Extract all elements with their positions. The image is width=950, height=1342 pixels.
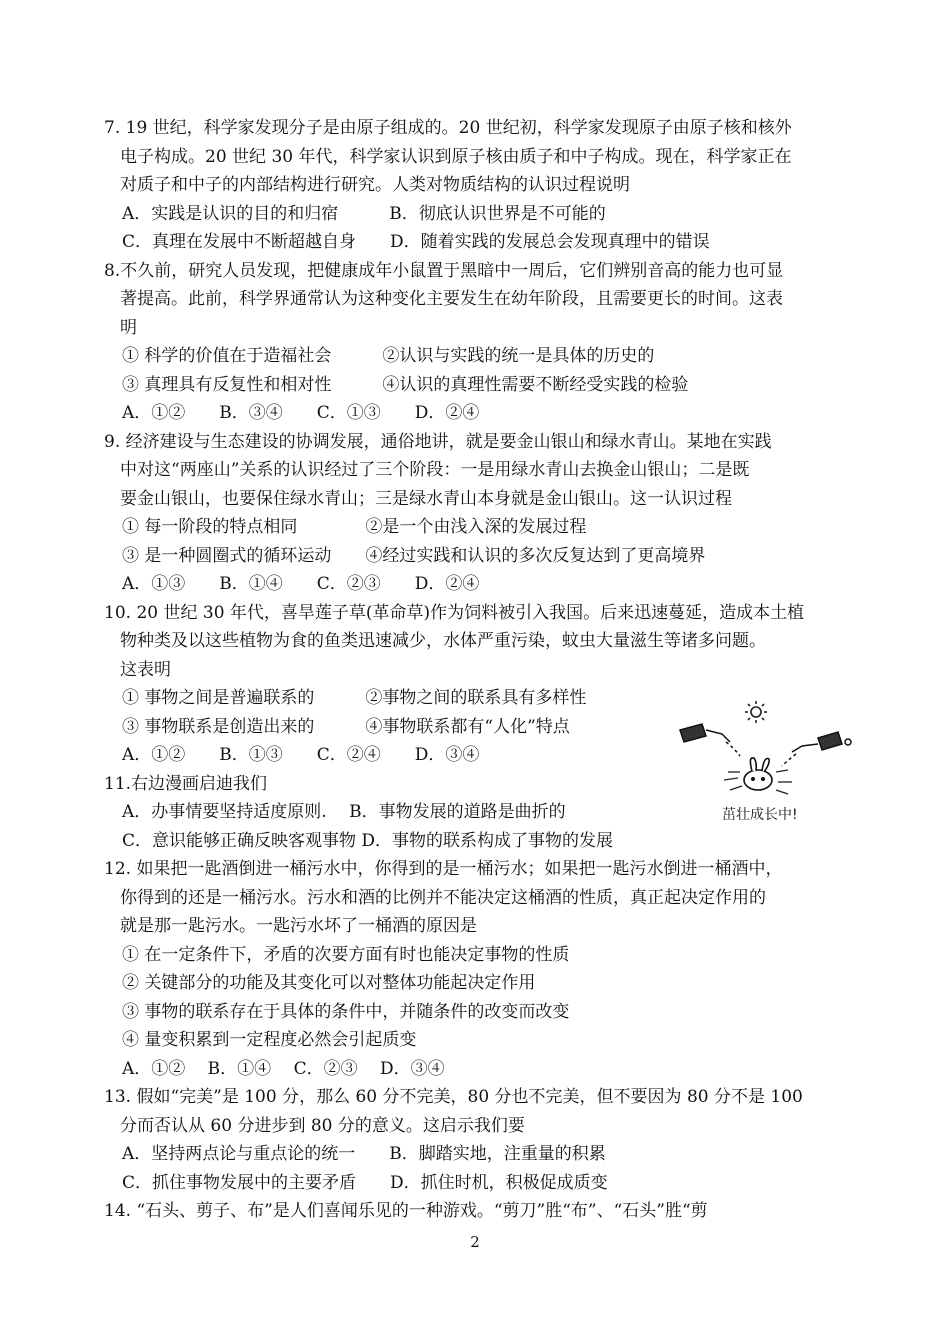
question-stem-continuation: 要金山银山，也要保住绿水青山；三是绿水青山本身就是金山银山。这一认识过程: [120, 488, 732, 509]
answer-option-line: A．①② B．①④ C．②③ D．③④: [122, 1058, 445, 1079]
sprout-cartoon-icon: [678, 698, 858, 808]
answer-option-line: ④ 量变积累到一定程度必然会引起质变: [122, 1030, 417, 1050]
question-stem: 10. 20 世纪 30 年代，喜旱莲子草(革命草)作为饲料被引入我国。后来迅速蔓延，造成本土植: [104, 602, 805, 623]
question-stem-continuation: 这表明: [120, 659, 171, 680]
answer-option-line: C．意识能够正确反映客观事物 D．事物的联系构成了事物的发展: [122, 830, 614, 851]
page-number: 2: [470, 1233, 480, 1251]
answer-option-line: ③ 事物联系是创造出来的 ④事物联系都有“人化”特点: [122, 716, 570, 737]
question-stem: 12. 如果把一匙酒倒进一桶污水中，你得到的是一桶污水；如果把一匙污水倒进一桶酒中，: [104, 859, 783, 879]
question-block: [104, 855, 849, 1083]
question-stem: 9. 经济建设与生态建设的协调发展，通俗地讲，就是要金山银山和绿水青山。某地在实践: [104, 431, 772, 452]
question-block: [104, 428, 849, 599]
question-stem-continuation: 电子构成。20 世纪 30 年代，科学家认识到原子核由质子和中子构成。现在，科学家正在: [120, 146, 792, 167]
question-stem-continuation: 分而否认从 60 分进步到 80 分的意义。这启示我们要: [120, 1115, 525, 1136]
question-stem: 8.不久前，研究人员发现，把健康成年小鼠置于黑暗中一周后，它们辨别音高的能力也可显: [104, 260, 784, 281]
answer-option-line: A．①② B．③④ C．①③ D．②④: [122, 403, 480, 423]
question-stem: 11.右边漫画启迪我们: [104, 773, 268, 794]
answer-option-line: A．办事情要坚持适度原则. B．事物发展的道路是曲折的: [122, 802, 566, 822]
answer-option-line: ① 事物之间是普遍联系的 ②事物之间的联系具有多样性: [122, 688, 587, 708]
answer-option-line: A．①② B．①③ C．②④ D．③④: [122, 745, 480, 765]
answer-option-line: C．抓住事物发展中的主要矛盾 D．抓住时机，积极促成质变: [122, 1172, 608, 1193]
question-list: [104, 114, 849, 1226]
answer-option-line: A．实践是认识的目的和归宿 B．彻底认识世界是不可能的: [122, 203, 606, 224]
question-stem-continuation: 著提高。此前，科学界通常认为这种变化主要发生在幼年阶段，且需要更长的时间。这表: [120, 289, 783, 309]
question-stem-continuation: 明: [120, 317, 137, 338]
question-stem: 14. “石头、剪子、布”是人们喜闻乐见的一种游戏。“剪刀”胜“布”、“石头”胜“剪: [104, 1201, 708, 1221]
cartoon-caption: 茁壮成长中!: [722, 807, 798, 823]
question-stem: 13. 假如“完美”是 100 分，那么 60 分不完美，80 分也不完美，但不要因为 80 分不是 100: [104, 1087, 803, 1107]
answer-option-line: A．坚持两点论与重点论的统一 B．脚踏实地，注重量的积累: [122, 1144, 606, 1164]
question-stem-continuation: 中对这“两座山”关系的认识经过了三个阶段：一是用绿水青山去换金山银山；二是既: [120, 460, 750, 480]
question-stem-continuation: 对质子和中子的内部结构进行研究。人类对物质结构的认识过程说明: [120, 175, 630, 195]
answer-option-line: A．①③ B．①④ C．②③ D．②④: [122, 574, 480, 594]
question-block: [104, 1197, 849, 1226]
question-stem-continuation: 物种类及以这些植物为食的鱼类迅速减少，水体严重污染，蚊虫大量滋生等诸多问题。: [120, 631, 766, 651]
answer-option-line: ③ 是一种圆圈式的循环运动 ④经过实践和认识的多次反复达到了更高境界: [122, 545, 706, 566]
question-stem: 7. 19 世纪，科学家发现分子是由原子组成的。20 世纪初，科学家发现原子由原子核和核外: [104, 118, 792, 138]
question-block: [104, 1083, 849, 1197]
answer-option-line: ② 关键部分的功能及其变化可以对整体功能起决定作用: [122, 973, 536, 993]
answer-option-line: ③ 真理具有反复性和相对性 ④认识的真理性需要不断经受实践的检验: [122, 374, 689, 395]
answer-option-line: ③ 事物的联系存在于具体的条件中，并随条件的改变而改变: [122, 1001, 570, 1022]
question-stem-continuation: 就是那一匙污水。一匙污水坏了一桶酒的原因是: [120, 916, 477, 936]
answer-option-line: ① 在一定条件下，矛盾的次要方面有时也能决定事物的性质: [122, 944, 570, 965]
question-block: [104, 257, 849, 428]
answer-option-line: ① 科学的价值在于造福社会 ②认识与实践的统一是具体的历史的: [122, 346, 655, 366]
question-block: [104, 114, 849, 257]
answer-option-line: C．真理在发展中不断超越自身 D．随着实践的发展总会发现真理中的错误: [122, 232, 710, 252]
question-stem-continuation: 你得到的还是一桶污水。污水和酒的比例并不能决定这桶酒的性质，真正起决定作用的: [120, 887, 766, 908]
answer-option-line: ① 每一阶段的特点相同 ②是一个由浅入深的发展过程: [122, 517, 587, 537]
